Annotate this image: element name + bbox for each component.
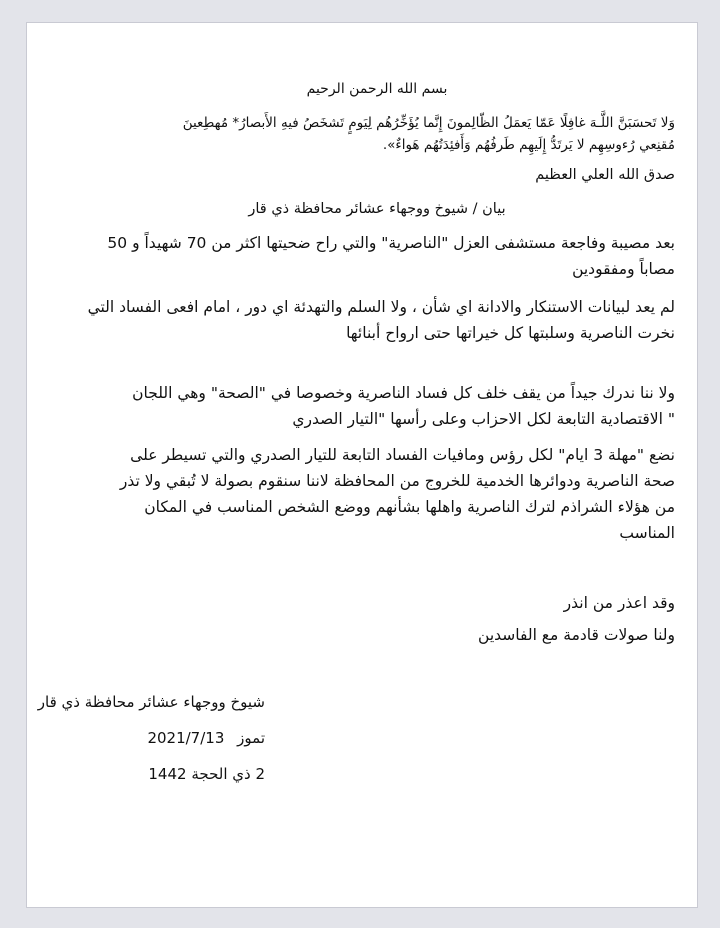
para4-line3: من هؤلاء الشراذم لترك الناصرية واهلها بشأنهم ووضع الشخص المناسب في المكان — [144, 498, 675, 516]
para2-line1: لم يعد لبيانات الاستنكار والادانة اي شأن ، ولا السلم والتهدئة اي دور ، امام افعى الفساد التي — [87, 298, 675, 316]
para2-line2: نخرت الناصرية وسلبتها كل خيراتها حتى ارواح أبنائها — [346, 324, 675, 342]
para1-line2: مصاباً ومفقودين — [572, 260, 675, 278]
closing-line-2: ولنا صولات قادمة مع الفاسدين — [478, 626, 675, 644]
letter-body — [79, 78, 675, 648]
document-page — [26, 22, 698, 908]
sadaqa-line: صدق الله العلي العظيم — [535, 167, 675, 183]
signature-month: تموز — [237, 729, 265, 747]
closing-line-1: وقد اعذر من انذر — [563, 594, 675, 612]
verse-line-1: وَلا تَحسَبَنَّ اللَّـهَ غافِلًا عَمّا يَعمَلُ الظّالِمونَ إِنَّما يُؤَخِّرُهُم لِيَومٍ تَشخَصُ فيهِ الأَبصارُ* مُهطِعينَ — [182, 115, 675, 131]
verse-line-2: مُقنِعي رُءوسِهِم لا يَرتَدُّ إِلَيهِم طَرفُهُم وَأَفئِدَتُهُم هَواءٌ». — [382, 137, 675, 153]
statement-heading: بيان / شيوخ ووجهاء عشائر محافظة ذي قار — [248, 201, 506, 217]
basmala: بسم الله الرحمن الرحيم — [306, 81, 448, 97]
signature-name: شيوخ ووجهاء عشائر محافظة ذي قار — [37, 693, 265, 711]
para1-line1: بعد مصيبة وفاجعة مستشفى العزل "الناصرية" والتي راح ضحيتها اكثر من 70 شهيداً و 50 — [107, 234, 675, 252]
signature-date: 2021/7/13 — [147, 729, 225, 747]
signature-block — [25, 691, 265, 785]
signature-hijri-date: 2 ذي الحجة 1442 — [148, 765, 265, 783]
para4-line2: صحة الناصرية ودوائرها الخدمية للخروج من المحافظة لاننا سنقوم بصولة لا تُبقي ولا تذر — [119, 472, 675, 490]
para3-line2: " الاقتصادية التابعة لكل الاحزاب وعلى رأسها "التيار الصدري — [292, 410, 675, 428]
para4-line4: المناسب — [619, 524, 675, 542]
para3-line1: ولا ننا ندرك جيداً من يقف خلف كل فساد الناصرية وخصوصا في "الصحة" وهي اللجان — [132, 384, 675, 402]
signature-date-line — [25, 727, 265, 749]
para4-line1: نضع "مهلة 3 ايام" لكل رؤس ومافيات الفساد التابعة للتيار الصدري والتي تسيطر على — [130, 446, 675, 464]
